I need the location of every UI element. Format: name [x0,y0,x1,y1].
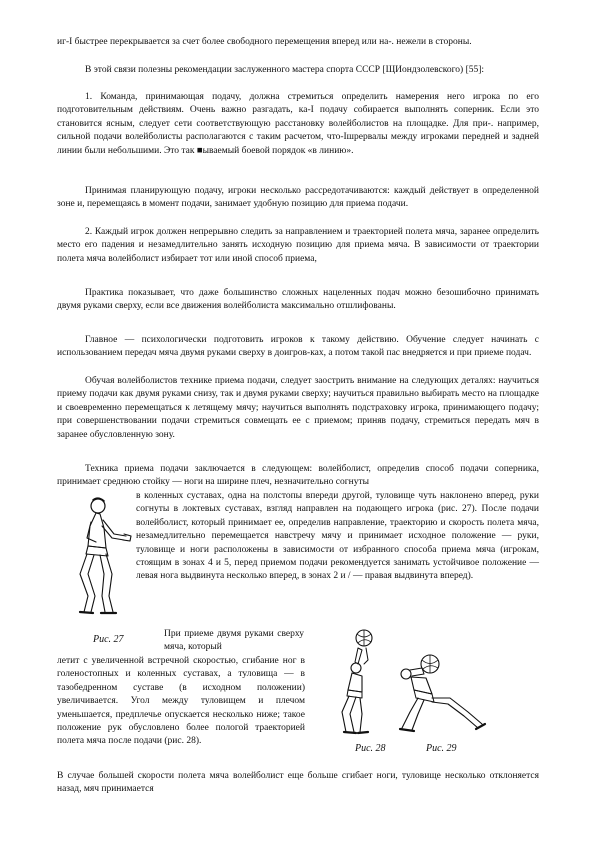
figure-28-caption: Рис. 28 [355,743,386,754]
paragraph-9-intro: Техника приема подачи заключается в следующем: волейболист, определив способ подачи соперника, принимает среднюю стойку — ноги на ширине плеч, незначительно согнуты [57,464,539,488]
paragraph-9-wrapped: в коленных суставах, одна на полстопы впереди другой, туловище чуть наклонено вперед, руки согнуты в локтевых суставах, взгляд направлен на подающего игрока (рис. 27). После подачи волейболист, который принимает ее, определив направление, траекторию и скорость полета мяча, незамедлительно перемещается навстречу мячу и принимает исходное положение — руки, туловище и ноги расположены в зависимости от избранного способа приема мяча (игрокам, стоящим в зонах 4 и 5, перед приемом подачи рекомендуется занимать устойчивое положение — левая нога выдвинута несколько вперед, в зонах 2 и / — правая выдвинута вперед). [136,491,539,582]
paragraph-10-body: летит с увеличенной встречной скоростью, сгибание ног в голеностопных и коленных суставах, а туловища — в тазобедренном суставе (в исходном положении) увеличивается. Угол между туловищем и плечом уменьшается, предплечье опускается несколько ниже; такое положение рук обусловлено более пологой траекторией полета мяча после подачи (рис. 28). [57,656,305,747]
paragraph-3: 1. Команда, принимающая подачу, должна стремиться определить намерения него игрока по его подготовительным действиям. Очень важно разгадать, ка-I подачу собирается выполнять соперник. Если это становится ясным, следует сети соответствующую расстановку волейболистов на площадке. Для при-. например, сильной подачи волейболисты располагаются с таким расчетом, что-Iшрервалы между игроками передней и задней линии были небольшими. Это так ■ываемый боевой порядок «в линию». [57,92,539,156]
paragraph-11: В случае большей скорости полета мяча волейболист еще больше сгибает ноги, туловище несколько отклоняется назад, мяч принимается [57,771,539,795]
paragraph-8: Обучая волейболистов технике приема подачи, следует заострить внимание на следующих деталях: научиться приему подачи как двумя руками снизу, так и двумя руками сверху; научиться правильно выбирать место на площадке и своевременно перемещаться к летящему мячу; научиться выполнять подстраховку игрока, принимающего подачу; при совершенствовании подачи стремиться совмещать ее с приемом; приняв подачу, стремиться передать мяч в заранее обусловленную зону. [57,376,539,440]
figure-28-illustration [328,628,388,740]
figure-29-caption: Рис. 29 [426,743,457,754]
paragraph-4: Принимая планирующую подачу, игроки несколько рассредотачиваются: каждый действует в определенной зоне и, перемещаясь в момент подачи, занимает удобную позицию для приема подачи. [57,186,539,210]
paragraph-7: Главное — психологически подготовить игроков к такому действию. Обучение следует начинать с использованием передач мяча двумя руками сверху в доигров-ках, а потом такой пас внедряется и при приеме подач. [57,335,539,359]
paragraph-1: иг-I быстрее перекрывается за счет более свободного перемещения вперед или на-. нежели в стороны. [57,37,472,47]
figure-29-illustration [388,650,488,740]
paragraph-2: В этой связи полезны рекомендации заслуженного мастера спорта СССР [ЩИондзолевского) [55]: [85,65,485,75]
paragraph-5: 2. Каждый игрок должен непрерывно следить за направлением и траекторией полета мяча, заранее определить место его падения и незамедлительно занять исходную позицию для приема мяча. В зависимости от траектории полета мяча волейболист избирает тот или иной способ приема, [57,227,539,264]
paragraph-6: Практика показывает, что даже большинство сложных нацеленных подач можно безошибочно принимать двумя руками сверху, если все движения волейболиста максимально отшлифованы. [57,288,539,312]
figure-27-caption: Рис. 27 [93,634,124,645]
figure-27-illustration [60,492,140,622]
paragraph-10-first-line: При приеме двумя руками сверху мяча, который [164,629,304,653]
